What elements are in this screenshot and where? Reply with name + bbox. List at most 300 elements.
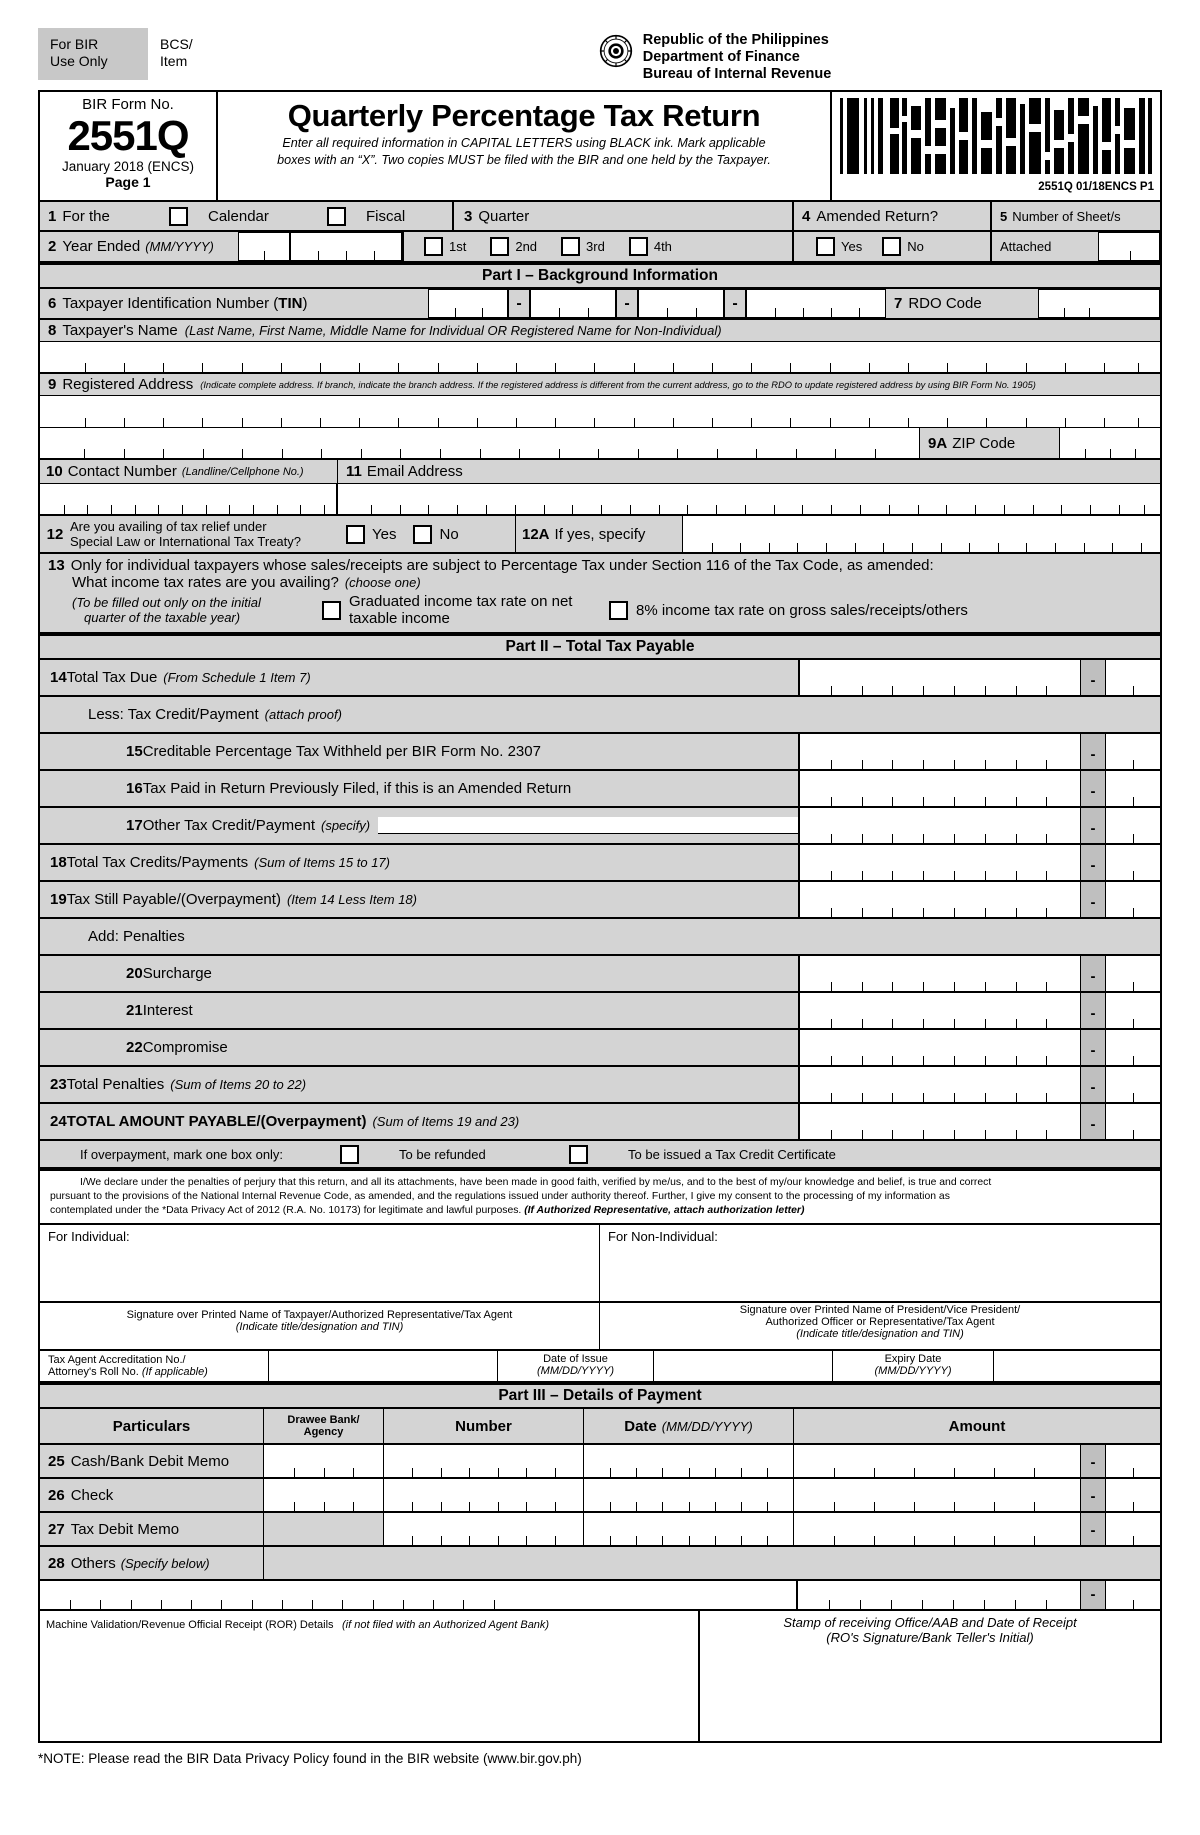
part3-drawee-input[interactable] <box>264 1445 384 1477</box>
stamp-box[interactable] <box>700 1611 1160 1741</box>
tax-agent-line2-wrap <box>48 1366 268 1378</box>
part3-drawee-input[interactable] <box>264 1479 384 1511</box>
tin-dash2: - <box>616 289 638 318</box>
part3-number-input[interactable] <box>384 1479 584 1511</box>
part2-row-label <box>40 1104 798 1139</box>
to-be-refunded-label: To be refunded <box>399 1146 486 1162</box>
item6-label-cell <box>40 289 428 318</box>
tin-part2-input[interactable] <box>530 289 616 318</box>
col-particulars <box>40 1409 264 1443</box>
part2-item-text: Tax Still Payable/(Overpayment) <box>66 891 281 908</box>
part2-amount-cell <box>798 808 1160 843</box>
part2-amount-cell <box>798 845 1160 880</box>
part2-item-text: Other Tax Credit/Payment <box>142 817 315 834</box>
part2-item-text: Surcharge <box>142 965 212 982</box>
item12-options <box>340 516 515 552</box>
part2-row-16 <box>38 771 1162 808</box>
calendar-label-cell <box>198 202 316 230</box>
part2-amount-cell <box>798 697 1160 732</box>
item12a-label-cell <box>515 516 683 552</box>
for-bir-use-only-box <box>38 28 148 80</box>
part2-amount-input[interactable] <box>800 882 1080 917</box>
item9-label-row <box>38 374 1162 396</box>
quarter-1st-label: 1st <box>449 239 467 254</box>
part2-cents-input[interactable] <box>1106 734 1160 769</box>
col-date <box>584 1409 794 1443</box>
item8-label-row <box>38 320 1162 342</box>
part3-cents-input[interactable] <box>1106 1513 1160 1545</box>
part2-row-23 <box>38 1067 1162 1104</box>
part2-item-text: Total Penalties <box>66 1076 165 1093</box>
item13-line2-wrap <box>48 574 1160 591</box>
part2-row-15 <box>38 734 1162 771</box>
other-tax-credit-specify-input[interactable] <box>378 817 798 834</box>
date-of-issue-hint: (MM/DD/YYYY) <box>537 1365 614 1377</box>
tax-relief-yes-label: Yes <box>372 525 397 543</box>
part3-item-number: 26 <box>48 1486 65 1504</box>
signature-boxes <box>38 1225 1162 1303</box>
tin-dash3: - <box>724 289 746 318</box>
for-non-individual-label: For Non-Individual: <box>608 1229 718 1244</box>
part2-item-text: Interest <box>142 1002 193 1019</box>
quarter-3rd-checkbox[interactable] <box>561 237 580 256</box>
part3-cents-input[interactable] <box>1106 1479 1160 1511</box>
amended-no-label: No <box>907 239 924 254</box>
part2-cents-input[interactable] <box>1106 882 1160 917</box>
contact-number-input[interactable] <box>40 484 338 514</box>
for-non-individual-box[interactable] <box>600 1225 1160 1301</box>
part2-decimal-separator: - <box>1080 1067 1106 1102</box>
part2-row-label <box>40 882 798 917</box>
item4-label: Amended Return? <box>816 207 939 225</box>
item9a-label: ZIP Code <box>952 434 1016 452</box>
part2-amount-input[interactable] <box>800 734 1080 769</box>
part2-item-number: 18 <box>50 854 67 871</box>
part2-item-text: Less: Tax Credit/Payment <box>88 706 259 723</box>
part2-item-text: Total Tax Credits/Payments <box>66 854 249 871</box>
barcode-block <box>832 92 1160 200</box>
part2-amount-input[interactable] <box>800 956 1080 991</box>
part2-decimal-separator: - <box>1080 882 1106 917</box>
part3-item-text: Check <box>70 1486 114 1504</box>
item11-label-cell <box>338 460 1160 483</box>
fiscal-checkbox[interactable] <box>327 207 346 226</box>
part3-amount-input[interactable] <box>794 1513 1080 1545</box>
amended-yes-label: Yes <box>841 239 863 254</box>
expiry-date-label <box>833 1351 993 1381</box>
item1-number: 1 <box>48 207 57 225</box>
item13-options-row <box>48 593 1160 627</box>
part3-row-label <box>40 1445 264 1477</box>
part2-cents-input[interactable] <box>1106 660 1160 695</box>
footer-note <box>38 1743 1162 1766</box>
item5-sheets-cell <box>990 202 1160 230</box>
part2-item-number: 24 <box>50 1113 67 1130</box>
item12a-specify-input[interactable] <box>683 516 1160 552</box>
part2-table <box>38 660 1162 1141</box>
part3-number-input[interactable] <box>384 1513 584 1545</box>
tin-part3-input[interactable] <box>638 289 724 318</box>
part2-row-sub <box>38 697 1162 734</box>
part2-row-label <box>40 919 798 954</box>
item13-opt2-label: 8% income tax rate on gross sales/receipts/others <box>636 601 968 619</box>
sig-non-individual-line3: (Indicate title/designation and TIN) <box>796 1328 964 1340</box>
part2-cents-input[interactable] <box>1106 993 1160 1028</box>
declaration-line1: I/We declare under the penalties of perjury that this return, and all its attachments, have been made in good faith, verified by me/us, and to the best of my/our knowledge and belief, is true and correct <box>80 1177 992 1188</box>
part2-amount-input[interactable] <box>800 1104 1080 1139</box>
bcs-line1: BCS/ <box>160 36 193 52</box>
col-amount <box>794 1409 1160 1443</box>
republic-heading <box>268 28 1162 83</box>
part2-amount-cell <box>798 882 1160 917</box>
amended-options <box>792 232 990 261</box>
item2-label: Year Ended <box>62 238 141 255</box>
part3-amount-input[interactable] <box>794 1479 1080 1511</box>
item13-note <box>72 595 322 625</box>
item13-line2-hint: (choose one) <box>344 575 421 590</box>
part3-column-headers <box>38 1409 1162 1445</box>
registered-address-line1-input[interactable] <box>40 396 1160 427</box>
item8-hint: (Last Name, First Name, Middle Name for Individual OR Registered Name for Non-Individual) <box>184 323 722 338</box>
item9-input-row2 <box>38 428 1162 460</box>
part2-amount-cell <box>798 1104 1160 1139</box>
quarter-options <box>402 232 792 261</box>
part1-heading: Part I – Background Information <box>38 263 1162 289</box>
others-amount-input[interactable] <box>798 1581 1080 1609</box>
part2-row-14 <box>38 660 1162 697</box>
part3-row-26 <box>38 1479 1162 1513</box>
declaration-line3: contemplated under the *Data Privacy Act of 2012 (R.A. No. 10173) for legitimate and lawful purposes. <box>50 1205 522 1216</box>
col-drawee-line1: Drawee Bank/ <box>287 1414 360 1426</box>
item12a-number: 12A <box>522 525 550 543</box>
zip-code-input[interactable] <box>1060 428 1160 458</box>
part3-item-text: Tax Debit Memo <box>70 1520 180 1538</box>
part3-amount-cell <box>794 1513 1160 1545</box>
col-number-label: Number <box>455 1417 512 1435</box>
item5-attached-cell <box>990 232 1160 261</box>
part2-cents-input[interactable] <box>1106 1104 1160 1139</box>
for-individual-label: For Individual: <box>48 1229 130 1244</box>
calendar-checkbox[interactable] <box>169 207 188 226</box>
part2-item-number: 16 <box>126 780 143 797</box>
tax-relief-no-label: No <box>439 525 459 543</box>
part2-item-hint: (specify) <box>320 818 371 833</box>
col-particulars-label: Particulars <box>112 1417 191 1435</box>
part3-amount-input[interactable] <box>794 1445 1080 1477</box>
item8-label: Taxpayer's Name <box>62 322 178 339</box>
machine-validation-box[interactable] <box>40 1611 700 1741</box>
overpayment-row <box>38 1141 1162 1169</box>
for-individual-box[interactable] <box>40 1225 600 1301</box>
item10-number: 10 <box>46 463 63 480</box>
part3-row-28 <box>38 1547 1162 1581</box>
part2-row-label <box>40 993 798 1028</box>
to-be-refunded-checkbox[interactable] <box>340 1145 359 1164</box>
part3-others-spacer <box>264 1547 1160 1579</box>
part2-row-20 <box>38 956 1162 993</box>
header-fields-row1 <box>38 202 1162 232</box>
item12-number-cell <box>40 516 70 552</box>
col-amount-label: Amount <box>948 1417 1006 1435</box>
col-number <box>384 1409 584 1443</box>
year-ended-year-input[interactable] <box>290 232 402 261</box>
quarter-4th-checkbox[interactable] <box>629 237 648 256</box>
taxpayer-name-input[interactable] <box>40 342 1160 372</box>
item4-amended-cell <box>792 202 990 230</box>
for-bir-line1: For BIR <box>50 36 99 52</box>
part2-item-hint: (attach proof) <box>264 707 342 722</box>
part2-item-number: 14 <box>50 669 67 686</box>
stamp-line2: (RO's Signature/Bank Teller's Initial) <box>826 1630 1034 1645</box>
part2-row-label <box>40 1030 798 1065</box>
part2-amount-input[interactable] <box>800 845 1080 880</box>
part2-cents-input[interactable] <box>1106 771 1160 806</box>
part3-amount-cell <box>794 1479 1160 1511</box>
item8-number: 8 <box>48 322 57 339</box>
item9-input-row1 <box>38 396 1162 428</box>
item13-opt1-line1: Graduated income tax rate on net <box>349 593 573 610</box>
part2-item-hint: (From Schedule 1 Item 7) <box>163 670 311 685</box>
part2-amount-input[interactable] <box>800 660 1080 695</box>
item6-row <box>38 289 1162 320</box>
calendar-checkbox-cell[interactable] <box>158 202 198 230</box>
item13-number: 13 <box>48 557 65 574</box>
others-cents-input[interactable] <box>1106 1581 1160 1609</box>
for-bir-line2: Use Only <box>50 53 108 69</box>
item2-year-ended-cell <box>40 232 238 261</box>
fiscal-label: Fiscal <box>366 207 406 225</box>
item6-label-tin: TIN <box>278 295 303 312</box>
form-no-label: BIR Form No. <box>82 96 174 113</box>
part2-item-text: Total Tax Due <box>66 669 158 686</box>
part2-amount-cell <box>798 660 1160 695</box>
item12-label-line2: Special Law or International Tax Treaty? <box>70 534 302 549</box>
part2-row-sub <box>38 919 1162 956</box>
part2-item-number: 20 <box>126 965 143 982</box>
bir-seal-icon <box>599 34 633 68</box>
tin-branch-input[interactable] <box>746 289 886 318</box>
part2-decimal-separator: - <box>1080 956 1106 991</box>
part3-number-input[interactable] <box>384 1445 584 1477</box>
part2-row-21 <box>38 993 1162 1030</box>
bcs-line2: Item <box>160 53 188 69</box>
eight-percent-rate-checkbox[interactable] <box>609 601 628 620</box>
expiry-date-text: Expiry Date <box>884 1353 942 1365</box>
machine-validation-hint: (if not filed with an Authorized Agent Bank) <box>342 1619 550 1631</box>
date-of-issue-input[interactable] <box>653 1351 833 1381</box>
registered-address-line2-input[interactable] <box>40 428 920 458</box>
page-label: Page 1 <box>105 174 151 190</box>
item3-label: Quarter <box>478 207 530 225</box>
part3-item-hint: (Specify below) <box>120 1555 210 1571</box>
part2-cents-input[interactable] <box>1106 1030 1160 1065</box>
amended-yes-checkbox[interactable] <box>816 237 835 256</box>
stamp-line1: Stamp of receiving Office/AAB and Date of Receipt <box>783 1615 1077 1630</box>
quarter-2nd-checkbox[interactable] <box>490 237 509 256</box>
overpayment-label: If overpayment, mark one box only: <box>80 1146 284 1162</box>
form-identity-block <box>40 92 218 200</box>
part3-item-number: 28 <box>48 1554 65 1572</box>
part2-item-text: Creditable Percentage Tax Withheld per BIR Form No. 2307 <box>142 743 541 760</box>
part2-item-text: Add: Penalties <box>88 928 185 945</box>
part3-cents-input[interactable] <box>1106 1445 1160 1477</box>
item12-label-line1: Are you availing of tax relief under <box>70 519 267 534</box>
part2-amount-input[interactable] <box>800 993 1080 1028</box>
item9a-label-cell <box>920 428 1060 458</box>
part3-date-input[interactable] <box>584 1445 794 1477</box>
part2-row-19 <box>38 882 1162 919</box>
tax-credit-certificate-checkbox[interactable] <box>569 1145 588 1164</box>
amended-no-checkbox[interactable] <box>882 237 901 256</box>
barcode-label: 2551Q 01/18ENCS P1 <box>1038 181 1154 193</box>
part2-cents-input[interactable] <box>1106 808 1160 843</box>
calendar-label: Calendar <box>208 207 269 225</box>
part3-row-27 <box>38 1513 1162 1547</box>
part3-drawee-input <box>264 1513 384 1545</box>
part2-decimal-separator: - <box>1080 771 1106 806</box>
item11-label: Email Address <box>366 463 463 480</box>
part2-item-number: 19 <box>50 891 67 908</box>
tax-agent-line1: Tax Agent Accreditation No./ <box>48 1354 186 1366</box>
part2-row-label <box>40 734 798 769</box>
item7-label-cell <box>886 289 1038 318</box>
part2-decimal-separator: - <box>1080 1030 1106 1065</box>
item13-row <box>38 554 1162 634</box>
item3-quarter-cell <box>452 202 792 230</box>
part2-item-text: TOTAL AMOUNT PAYABLE/(Overpayment) <box>66 1113 367 1130</box>
part2-decimal-separator: - <box>1080 660 1106 695</box>
item28-input-row <box>38 1581 1162 1611</box>
bcs-item-box <box>148 28 268 70</box>
part2-decimal-separator: - <box>1080 734 1106 769</box>
part2-row-22 <box>38 1030 1162 1067</box>
part2-item-hint: (Item 14 Less Item 18) <box>286 892 417 907</box>
part2-amount-cell <box>798 1030 1160 1065</box>
col-date-label: Date <box>624 1417 657 1435</box>
item9-label: Registered Address <box>62 376 194 393</box>
sig-non-individual-line2: Authorized Officer or Representative/Tax Agent <box>765 1316 995 1328</box>
col-drawee <box>264 1409 384 1443</box>
sheets-attached-input[interactable] <box>1098 232 1160 261</box>
part2-row-label <box>40 845 798 880</box>
part3-date-input[interactable] <box>584 1513 794 1545</box>
tin-part1-input[interactable] <box>428 289 508 318</box>
non-individual-caption <box>600 1303 1160 1349</box>
part3-heading: Part III – Details of Payment <box>38 1383 1162 1409</box>
expiry-date-input[interactable] <box>993 1351 1160 1381</box>
part3-amount-cell <box>794 1445 1160 1477</box>
quarter-1st-checkbox[interactable] <box>424 237 443 256</box>
item1-for-the <box>40 202 158 230</box>
item13-note-line2: quarter of the taxable year) <box>84 610 241 625</box>
item1-label: For the <box>62 207 110 225</box>
item9-number: 9 <box>48 376 57 393</box>
item12-number: 12 <box>46 525 64 543</box>
part2-decimal-separator: - <box>1080 993 1106 1028</box>
item12a-label: If yes, specify <box>554 525 646 543</box>
part2-cents-input[interactable] <box>1106 845 1160 880</box>
item7-label: RDO Code <box>908 295 982 312</box>
item12-row <box>38 516 1162 554</box>
republic-label: Republic of the Philippines <box>642 32 829 48</box>
item10-label: Contact Number <box>67 463 177 480</box>
part2-row-label <box>40 660 798 695</box>
col-drawee-line2: Agency <box>303 1426 344 1438</box>
page-title: Quarterly Percentage Tax Return <box>287 98 761 133</box>
part2-item-number: 15 <box>126 743 143 760</box>
date-of-issue-text: Date of Issue <box>543 1353 608 1365</box>
declaration-line3-italic: (If Authorized Representative, attach authorization letter) <box>524 1205 805 1216</box>
part2-amount-input[interactable] <box>800 1067 1080 1102</box>
item28-amount <box>798 1581 1160 1609</box>
tax-agent-accreditation-input[interactable] <box>268 1351 498 1381</box>
item13-line2: What income tax rates are you availing? <box>72 574 339 591</box>
declaration-line2: pursuant to the provisions of the National Internal Revenue Code, as amended, and the regulations issued under authority thereof. Further, I give my consent to the processing of my information as <box>50 1191 950 1202</box>
part3-table <box>38 1445 1162 1581</box>
sig-non-individual-line1: Signature over Printed Name of President/Vice President/ <box>739 1304 1021 1316</box>
item7-number: 7 <box>894 295 903 312</box>
machine-validation-label: Machine Validation/Revenue Official Receipt (ROR) Details <box>46 1619 334 1631</box>
department-label: Department of Finance <box>642 49 800 65</box>
part2-row-label <box>40 771 798 806</box>
part3-date-input[interactable] <box>584 1479 794 1511</box>
graduated-rate-checkbox[interactable] <box>322 601 341 620</box>
validation-block <box>38 1611 1162 1743</box>
part2-item-number: 22 <box>126 1039 143 1056</box>
item13-line1: Only for individual taxpayers whose sales/receipts are subject to Percentage Tax under Section 116 of the Tax Code, as amended: <box>70 557 934 574</box>
part2-cents-input[interactable] <box>1106 956 1160 991</box>
tax-relief-no-checkbox[interactable] <box>413 525 432 544</box>
part2-item-text: Compromise <box>142 1039 228 1056</box>
item5-number: 5 <box>1000 208 1008 224</box>
fiscal-checkbox-cell[interactable] <box>316 202 356 230</box>
tax-credit-certificate-label: To be issued a Tax Credit Certificate <box>628 1146 836 1162</box>
footer-note-text: Please read the BIR Data Privacy Policy found in the BIR website (www.bir.gov.ph) <box>84 1751 582 1766</box>
item13-line1-wrap <box>48 557 1160 574</box>
item10-label-cell <box>40 460 338 483</box>
part2-row-17 <box>38 808 1162 845</box>
header-fields-row2 <box>38 232 1162 263</box>
expiry-date-hint: (MM/DD/YYYY) <box>874 1365 952 1377</box>
part3-decimal-separator: - <box>1080 1445 1106 1477</box>
part3-row-label <box>40 1513 264 1545</box>
tax-relief-yes-checkbox[interactable] <box>346 525 365 544</box>
year-ended-month-input[interactable] <box>238 232 290 261</box>
tax-agent-line2-hint: (If applicable) <box>141 1366 208 1378</box>
part2-amount-input[interactable] <box>800 771 1080 806</box>
form-subtitle-line2: boxes with an “X”. Two copies MUST be filed with the BIR and one held by the Taxpayer. <box>277 153 771 167</box>
part3-row-label <box>40 1479 264 1511</box>
email-address-input[interactable] <box>338 484 1160 514</box>
rdo-code-input[interactable] <box>1038 289 1160 318</box>
sig-individual-line2: (Indicate title/designation and TIN) <box>235 1321 404 1333</box>
item10-hint: (Landline/Cellphone No.) <box>181 465 304 478</box>
part2-row-label <box>40 1067 798 1102</box>
part2-amount-input[interactable] <box>800 808 1080 843</box>
others-specify-input[interactable] <box>40 1581 798 1609</box>
part3-row-25 <box>38 1445 1162 1479</box>
tax-agent-label <box>40 1351 268 1381</box>
part2-decimal-separator: - <box>1080 1104 1106 1139</box>
part3-item-number: 25 <box>48 1452 65 1470</box>
part2-amount-input[interactable] <box>800 1030 1080 1065</box>
part2-row-label <box>40 808 798 843</box>
item5-attached-label: Attached <box>1000 239 1052 254</box>
tin-dash1: - <box>508 289 530 318</box>
part2-row-label <box>40 956 798 991</box>
part2-cents-input[interactable] <box>1106 1067 1160 1102</box>
title-band <box>38 90 1162 202</box>
